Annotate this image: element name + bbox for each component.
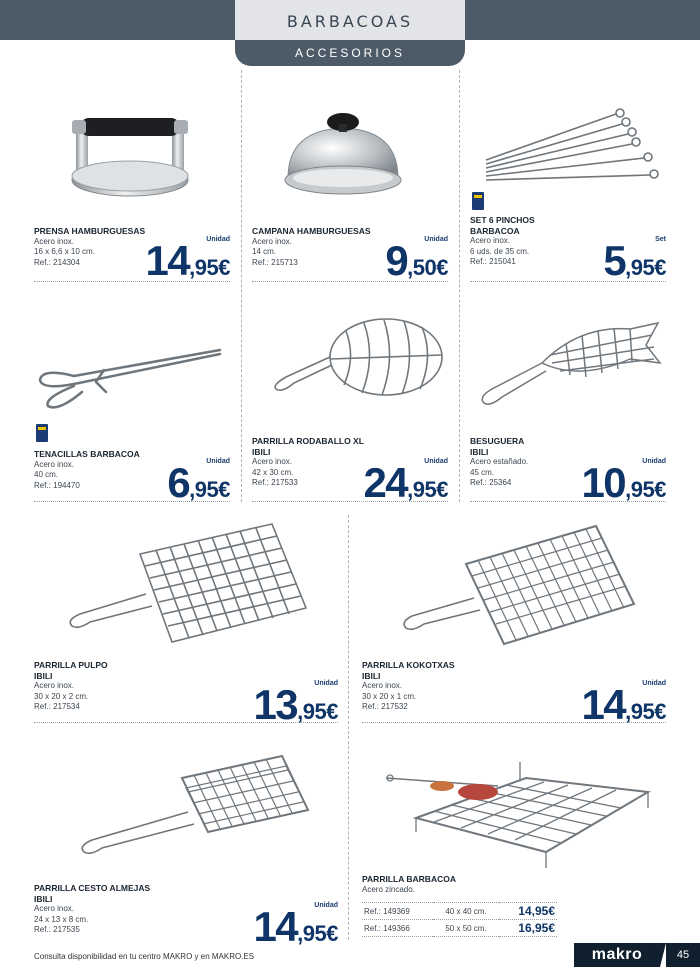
- brand-logo: makro: [574, 943, 660, 967]
- product-ref: Ref.: 149369: [362, 903, 433, 920]
- page-title: BARBACOAS: [286, 12, 414, 31]
- price-unit: Unidad: [314, 680, 338, 687]
- price: 10,95€: [581, 459, 666, 506]
- product-name: TENACILLAS BARBACOA: [34, 449, 140, 459]
- brand-badge-icon: [36, 424, 48, 442]
- product-size: 42 x 30 cm.: [252, 467, 294, 477]
- fine-grill-icon: [396, 522, 636, 652]
- product-ref: Ref.: 149366: [362, 920, 433, 937]
- price: 9,50€: [385, 237, 448, 284]
- fish-basket-icon: [470, 315, 666, 410]
- price: 14,95€: [499, 903, 557, 920]
- product-ref: Ref.: 217534: [34, 702, 80, 711]
- price-unit: Unidad: [424, 458, 448, 465]
- product-material: Acero inox.: [362, 681, 403, 690]
- brand-badge-icon: [472, 192, 484, 210]
- product-size: 30 x 20 x 2 cm.: [34, 691, 89, 701]
- product-name: BESUGUERA IBILI: [470, 436, 525, 457]
- price-unit: Unidad: [314, 902, 338, 909]
- divider: [348, 515, 349, 940]
- product-material: Acero inox.: [34, 459, 75, 469]
- product-size: 24 x 13 x 8 cm.: [34, 914, 89, 924]
- grill-rack-icon: [60, 518, 310, 653]
- product-material: Acero inox.: [34, 681, 75, 690]
- product-size: 6 uds. de 35 cm.: [470, 246, 530, 256]
- product-ref: Ref.: 214304: [34, 257, 80, 267]
- product-material: Acero inox.: [252, 457, 293, 466]
- divider: [459, 70, 460, 502]
- header-tab: [235, 0, 465, 66]
- product-material: Acero estañado.: [470, 457, 529, 466]
- product-material: Acero inox.: [252, 236, 293, 246]
- product-name: PARRILLA KOKOTXAS IBILI: [362, 660, 455, 681]
- product-size: 16 x 6,6 x 10 cm.: [34, 247, 95, 256]
- price-unit: Unidad: [642, 680, 666, 687]
- price-unit: Unidad: [424, 236, 448, 243]
- table-row: [362, 903, 557, 920]
- product-name: CAMPANA HAMBURGUESAS: [252, 226, 371, 236]
- fish-grill-icon: [266, 315, 446, 405]
- price: 5,95€: [603, 237, 666, 284]
- product-ref: Ref.: 217535: [34, 925, 80, 934]
- skewers-icon: [480, 108, 670, 188]
- product-name: PRENSA HAMBURGUESAS: [34, 226, 146, 236]
- product-material: Acero inox.: [34, 236, 75, 246]
- page-subtitle: ACCESORIOS: [235, 40, 465, 66]
- price-table: [362, 902, 557, 937]
- product-size: 50 x 50 cm.: [433, 920, 498, 937]
- price: 24,95€: [363, 459, 448, 506]
- tongs-icon: [34, 340, 230, 420]
- divider: [241, 70, 242, 502]
- price: 14,95€: [253, 903, 338, 950]
- page-number: 45: [666, 943, 700, 967]
- product-material: Acero inox.: [470, 236, 511, 245]
- price-unit: Unidad: [206, 236, 230, 243]
- product-name: PARRILLA PULPO IBILI: [34, 660, 108, 681]
- price-unit: Set: [655, 236, 666, 243]
- price-unit: Unidad: [642, 458, 666, 465]
- price-unit: Unidad: [206, 458, 230, 465]
- product-material: Acero inox.: [34, 904, 75, 913]
- product-ref: Ref.: 194470: [34, 480, 80, 490]
- footer-note: Consulta disponibilidad en tu centro MAKRO y en MAKRO.ES: [34, 952, 255, 961]
- product-size: 40 x 40 cm.: [433, 903, 498, 920]
- dome-cover-icon: [278, 100, 408, 205]
- product-name: SET 6 PINCHOS BARBACOA: [470, 215, 535, 236]
- product-name: PARRILLA BARBACOA: [362, 874, 456, 884]
- product-ref: Ref.: 25364: [470, 478, 512, 487]
- product-material: Acero zincado.: [362, 884, 415, 894]
- product-size: 14 cm.: [252, 247, 277, 256]
- product-name: PARRILLA RODABALLO XL IBILI: [252, 436, 364, 457]
- table-row: [362, 920, 557, 937]
- product-ref: Ref.: 215713: [252, 257, 298, 267]
- price: 14,95€: [581, 681, 666, 728]
- price: 16,95€: [499, 920, 557, 937]
- product-size: 45 cm.: [470, 467, 495, 477]
- product-size: 30 x 20 x 1 cm.: [362, 691, 417, 701]
- product-size: 40 cm.: [34, 470, 59, 479]
- price: 13,95€: [253, 681, 338, 728]
- product-ref: Ref.: 217533: [252, 478, 298, 487]
- price: 14,95€: [145, 237, 230, 284]
- burger-press-icon: [60, 98, 200, 208]
- product-name: PARRILLA CESTO ALMEJAS IBILI: [34, 883, 151, 904]
- clam-basket-icon: [72, 752, 312, 862]
- price: 6,95€: [167, 459, 230, 506]
- bbq-grill-icon: [386, 748, 656, 873]
- product-ref: Ref.: 217532: [362, 702, 408, 711]
- product-ref: Ref.: 215041: [470, 257, 516, 266]
